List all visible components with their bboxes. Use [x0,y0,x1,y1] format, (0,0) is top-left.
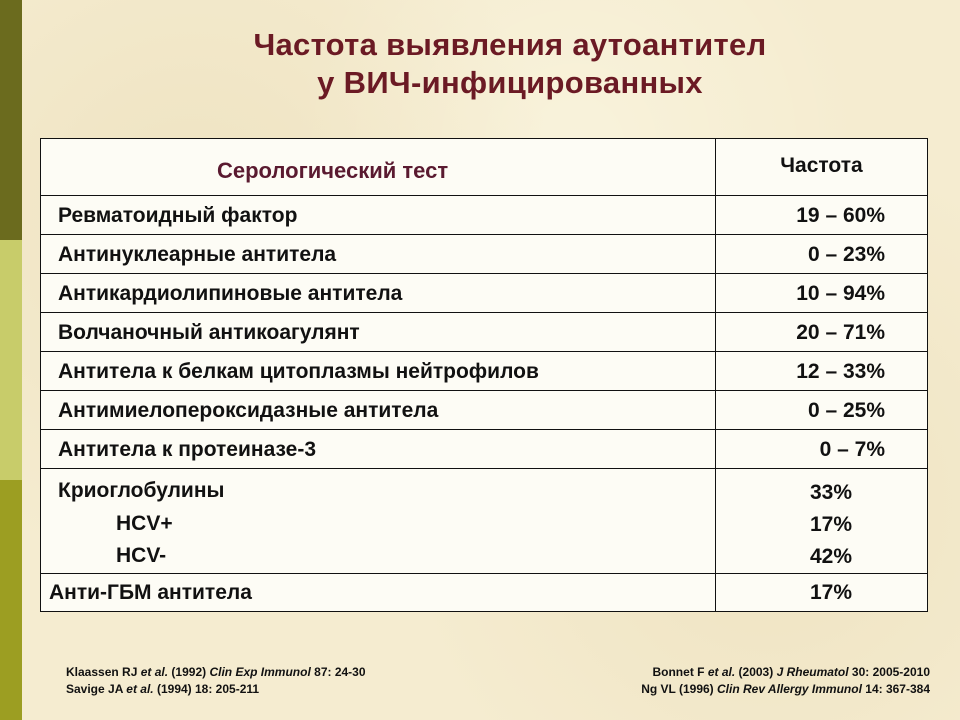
row-test-label: Антитела к белкам цитоплазмы нейтрофилов [58,360,539,383]
row-test-label: Ревматоидный фактор [58,204,298,227]
side-bar-top [0,0,22,240]
references-left [66,664,366,698]
header-test: Серологический тест [217,158,449,183]
row-frequency-value: 0 – 25% [807,399,885,422]
table-row [41,273,927,312]
row-frequency-value: 12 – 33% [796,360,885,383]
cryo-sub-label-hcv-neg: HCV- [116,544,167,567]
side-bar-middle [0,240,22,480]
row-frequency-value: 10 – 94% [796,282,885,305]
row-test-label: Антикардиолипиновые антитела [58,282,403,305]
cryo-label: Криоглобулины [58,479,225,502]
row-frequency-value: 0 – 23% [807,243,885,266]
row-test-label: Антитела к протеиназе-3 [58,438,317,461]
table-row [41,429,927,468]
row-test-label: Антимиелопероксидазные антитела [58,399,439,422]
title-line-2: у ВИЧ-инфицированных [317,65,703,100]
cryo-hcv-pos-value: 17% [809,513,852,536]
row-frequency-value: 17% [809,581,852,604]
row-frequency-value: 19 – 60% [796,204,885,227]
table-row [41,351,927,390]
autoantibody-table [40,138,928,612]
row-test-label: Волчаночный антикоагулянт [58,321,360,344]
cryo-hcv-neg-value: 42% [809,545,852,568]
table-row [41,234,927,273]
table-row-cryoglobulins [41,468,927,573]
cryo-total-value: 33% [809,481,852,504]
cryo-sub-label-hcv-pos: HCV+ [116,512,173,535]
row-test-label: Антинуклеарные антитела [58,243,337,266]
row-frequency-value: 20 – 71% [796,321,885,344]
reference-item: Savige JA et al. (1994) 18: 205-211 [66,682,260,696]
table-row [41,573,927,611]
slide-title [60,26,960,102]
table-row [41,195,927,234]
header-frequency: Частота [780,154,863,177]
title-line-1: Частота выявления аутоантител [253,27,767,62]
table-row [41,312,927,351]
references-right [520,664,930,698]
row-test-label: Анти-ГБМ антитела [49,581,252,604]
reference-item: Ng VL (1996) Clin Rev Allergy Immunol 14: 367-384 [641,682,930,696]
side-bar-bottom [0,480,22,720]
table-row [41,390,927,429]
reference-item: Bonnet F et al. (2003) J Rheumatol 30: 2005-2010 [652,665,930,679]
row-frequency-value: 0 – 7% [819,438,885,461]
reference-item: Klaassen RJ et al. (1992) Clin Exp Immunol 87: 24-30 [66,665,366,679]
table-header-row [41,139,927,195]
